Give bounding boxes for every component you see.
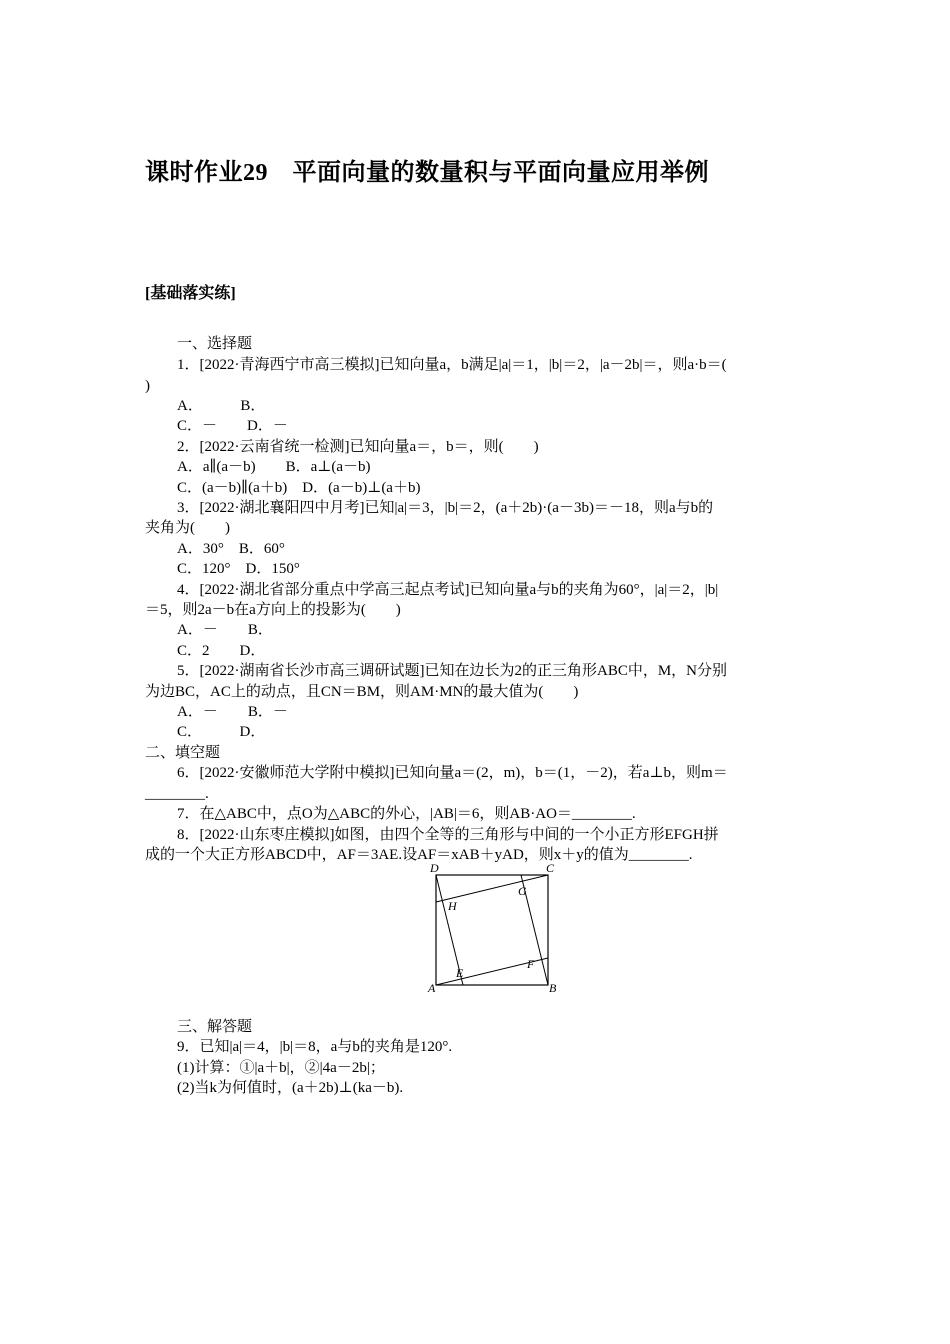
line-c-to-h [436,875,548,902]
label-d: D [430,861,439,875]
q2-options-ab: A．a∥(a－b) B．a⊥(a－b) [177,459,371,475]
question-9: 9．已知|a|＝4，|b|＝8，a与b的夹角是120°. [177,1039,453,1055]
q5-options-cd: C． D． [177,724,266,740]
label-a: A [428,981,436,995]
question-5-cont: 为边BC，AC上的动点，且CN＝BM，则AM·MN的最大值为( ) [145,684,579,700]
label-c: C [546,861,555,875]
question-3: 3．[2022·湖北襄阳四中月考]已知|a|＝3，|b|＝2，(a＋2b)·(a－3b)＝－18，则a与b的 [177,500,714,516]
q5-options-ab: A．－ B．－ [177,704,288,720]
label-h: H [448,899,457,913]
question-8-cont: 成的一个大正方形ABCD中，AF＝3AE.设AF＝xAB＋yAD，则x＋y的值为________. [145,847,693,863]
question-6: 6．[2022·安徽师范大学附中模拟]已知向量a＝(2，m)，b＝(1，－2)，若a⊥b，则m＝ [177,765,728,781]
question-1: 1．[2022·青海西宁市高三模拟]已知向量a，b满足|a|＝1，|b|＝2，|a－2b|＝，则a·b＝( [177,357,727,373]
q3-options-cd: C．120° D．150° [177,561,300,577]
label-e: E [456,966,464,980]
square-diagram [418,858,568,998]
part-heading-answer: 三、解答题 [177,1019,253,1035]
q1-options-ab: A． B． [177,398,266,414]
square-figure [418,858,568,998]
question-8: 8．[2022·山东枣庄模拟]如图，由四个全等的三角形与中间的一个小正方形EFGH拼 [177,827,719,843]
q2-options-cd: C．(a－b)∥(a＋b) D．(a－b)⊥(a＋b) [177,480,421,496]
q4-options-ab: A．－ B． [177,622,273,638]
question-2: 2．[2022·云南省统一检测]已知向量a＝，b＝，则( ) [177,439,539,455]
question-9-part-2: (2)当k为何值时，(a＋2b)⊥(ka－b). [177,1080,404,1096]
label-b: B [549,981,557,995]
section-heading: [基础落实练] [145,285,236,302]
question-3-cont: 夹角为( ) [145,520,230,536]
label-g: G [518,884,527,898]
q4-options-cd: C．2 D． [177,643,266,659]
q1-options-cd: C．－ D．－ [177,418,288,434]
page-title: 课时作业29 平面向量的数量积与平面向量应用举例 [145,160,709,186]
question-5: 5．[2022·湖南省长沙市高三调研试题]已知在边长为2的正三角形ABC中，M，N分别 [177,663,728,679]
question-9-part-1: (1)计算：①|a＋b|，②|4a－2b|； [177,1060,385,1076]
question-1-cont: ) [145,378,150,394]
label-f: F [527,957,535,971]
part-heading-choice: 一、选择题 [177,336,253,352]
q3-options-ab: A．30° B．60° [177,541,285,557]
question-7: 7．在△ABC中，点O为△ABC的外心，|AB|＝6，则AB·AO＝________. [177,806,636,822]
question-6-cont: ________. [145,786,209,802]
question-4: 4．[2022·湖北省部分重点中学高三起点考试]已知向量a与b的夹角为60°，|a|＝2，|b| [177,582,719,598]
question-4-cont: ＝5，则2a－b在a方向上的投影为( ) [145,602,401,618]
part-heading-fill: 二、填空题 [145,745,221,761]
